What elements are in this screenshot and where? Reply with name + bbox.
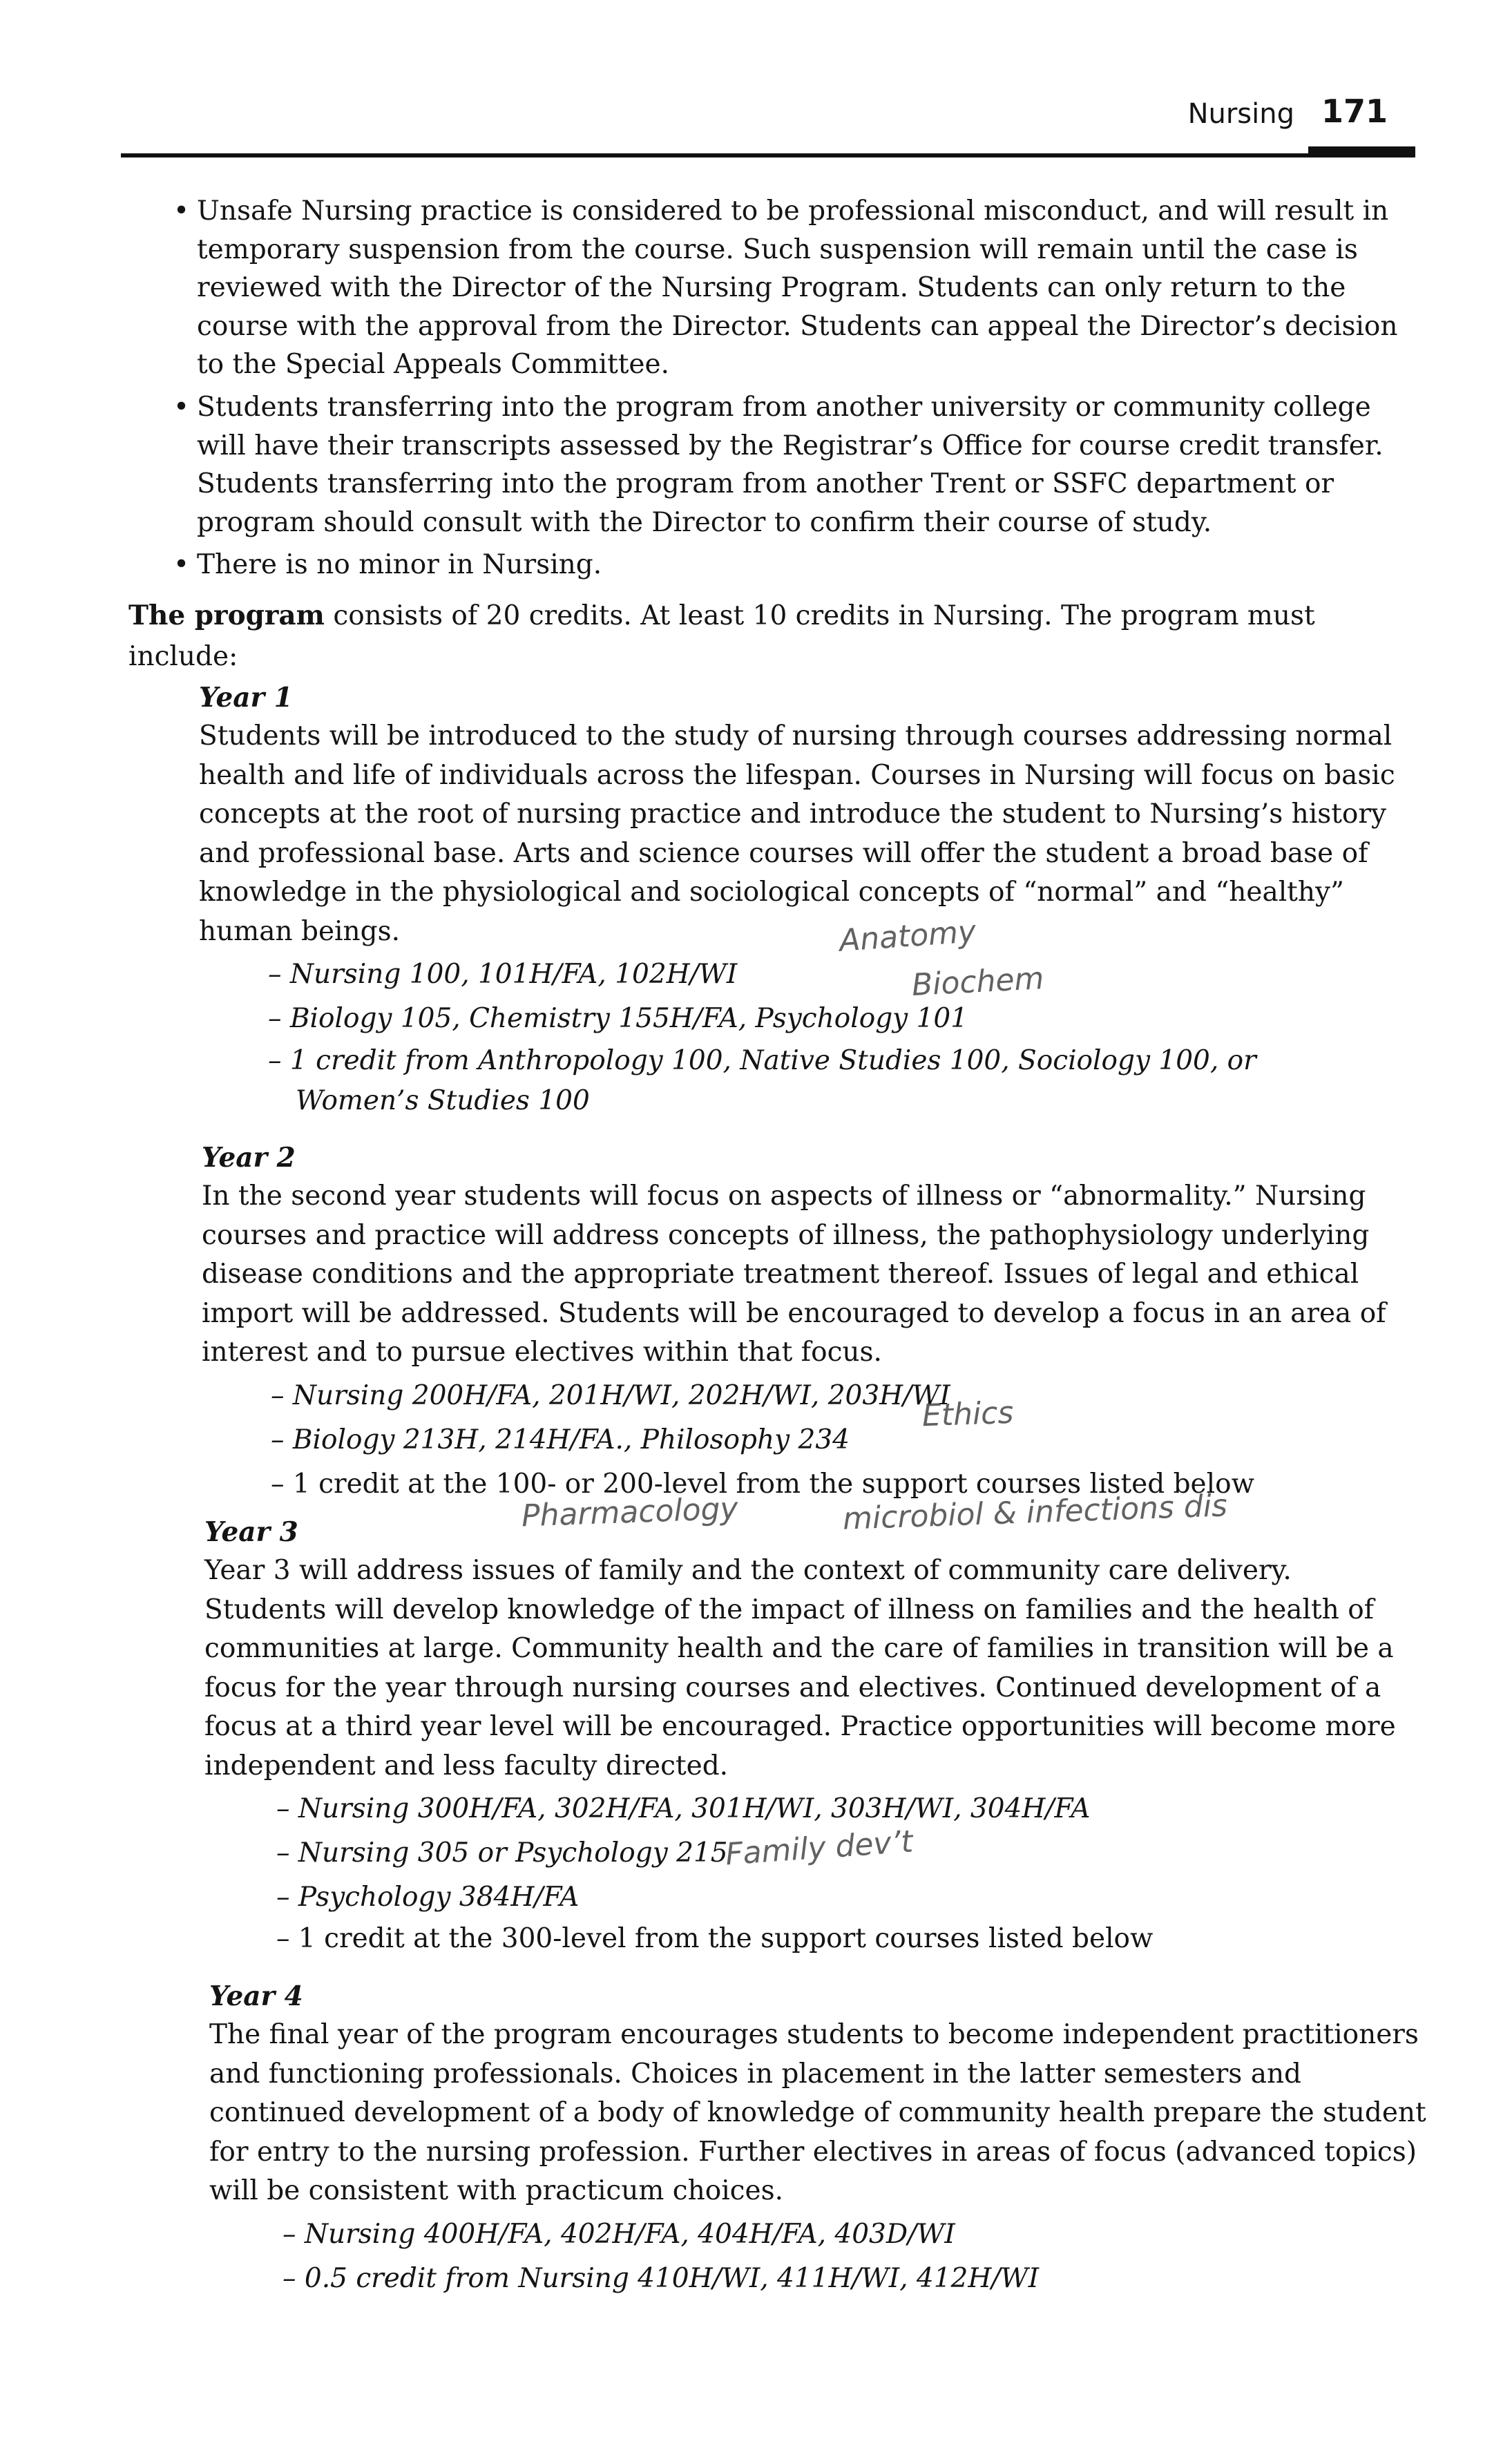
bullet-item: • There is no minor in Nursing. (197, 546, 1423, 584)
program-text: consists of 20 credits. At least 10 credits in Nursing. The program must include: (128, 600, 1315, 672)
program-lead: The program (128, 600, 325, 631)
handwritten-note: Biochem (910, 961, 1045, 1003)
handwritten-note: microbiol & infections dis (842, 1488, 1228, 1537)
handwritten-note: Ethics (921, 1395, 1015, 1434)
year-title: Year 3 (204, 1516, 298, 1548)
course-item: – 0.5 credit from Nursing 410H/WI, 411H/WI, 412H/WI (283, 2262, 1040, 2294)
year-title: Year 2 (202, 1142, 296, 1174)
page-number: 171 (1321, 93, 1388, 130)
year-description: The final year of the program encourages students to become independent practitioners and functioning professionals. Choices in placement in the latter semesters and continued development of a body of knowledge of community health prepare the student for entry to the nursing profession. Further electives in areas of focus (advanced topics) will be consistent with practicum choices. (209, 2019, 1426, 2206)
handwritten-note: Family dev’t (724, 1824, 915, 1873)
course-item: – Psychology 384H/FA (276, 1882, 580, 1913)
section-title: Nursing (1187, 98, 1294, 130)
policy-bullet-list (197, 192, 1423, 584)
course-item: – Nursing 100, 101H/FA, 102H/WI (268, 959, 738, 990)
year-description: In the second year students will focus on aspects of illness or “abnormality.” Nursing courses and practice will address concepts of illness, the pathophysiology underlying disease conditions and the appropriate treatment thereof. Issues of legal and ethical import will be addressed. Students will be encouraged to develop a focus in an area of interest and to pursue electives within that focus. (202, 1181, 1386, 1368)
year-title: Year 4 (209, 1980, 303, 2012)
running-header (121, 88, 1415, 157)
handwritten-note: Anatomy (838, 914, 977, 959)
year-title: Year 1 (199, 682, 293, 714)
course-item: – Nursing 305 or Psychology 215 (276, 1837, 728, 1869)
course-item: – Nursing 200H/FA, 201H/WI, 202H/WI, 203H/WI (271, 1379, 950, 1411)
header-rule (121, 153, 1415, 157)
header-rule-accent (1308, 146, 1415, 157)
year-2-section (202, 1138, 1404, 1507)
course-item: – Biology 105, Chemistry 155H/FA, Psychology 101 (268, 1003, 968, 1034)
course-item: – 1 credit from Anthropology 100, Native Studies 100, Sociology 100, or Women’s Studies 100 (268, 1045, 1256, 1116)
year-description: Year 3 will address issues of family and the context of community care delivery. Students will develop knowledge of the impact of illness on families and the health of communities at large. Community health and the care of families in transition will be a focus for the year through nursing courses and electives. Continued development of a focus at a third year level will be encouraged. Practice opportunities will become more independent and less faculty directed. (204, 1555, 1396, 1781)
year-description: Students will be introduced to the study of nursing through courses addressing normal health and life of individuals across the lifespan. Courses in Nursing will focus on basic concepts at the root of nursing practice and introduce the student to Nursing’s history and professional base. Arts and science courses will offer the student a broad base of knowledge in the physiological and sociological concepts of “normal” and “healthy” human beings. (199, 720, 1395, 947)
bullet-item: • Unsafe Nursing practice is considered to be professional misconduct, and will result in temporary suspension from the course. Such suspension will remain until the case is reviewed with the Director of the Nursing Program. Students can only return to the course with the approval from the Director. Students can appeal the Director’s decision to the Special Appeals Committee. (197, 192, 1423, 384)
course-item: – Biology 213H, 214H/FA., Philosophy 234 (271, 1424, 850, 1455)
bullet-item: • Students transferring into the program from another university or community college will have their transcripts assessed by the Registrar’s Office for course credit transfer. Students transferring into the program from another Trent or SSFC department or program should consult with the Director to confirm their course of study. (197, 388, 1423, 542)
course-item: – 1 credit at the 300-level from the support courses listed below (276, 1923, 1154, 1954)
course-item: – Nursing 400H/FA, 402H/FA, 404H/FA, 403D/WI (283, 2218, 955, 2250)
program-summary (128, 595, 1317, 677)
year-1-section (199, 678, 1404, 1121)
course-item: – Nursing 300H/FA, 302H/FA, 301H/WI, 303H/WI, 304H/FA (276, 1793, 1091, 1824)
handwritten-note: Pharmacology (521, 1491, 739, 1534)
year-4-section (209, 1977, 1432, 2301)
year-3-section (204, 1513, 1410, 1958)
course-item: – 1 credit at the 100- or 200-level from the support courses listed below (271, 1468, 1254, 1500)
